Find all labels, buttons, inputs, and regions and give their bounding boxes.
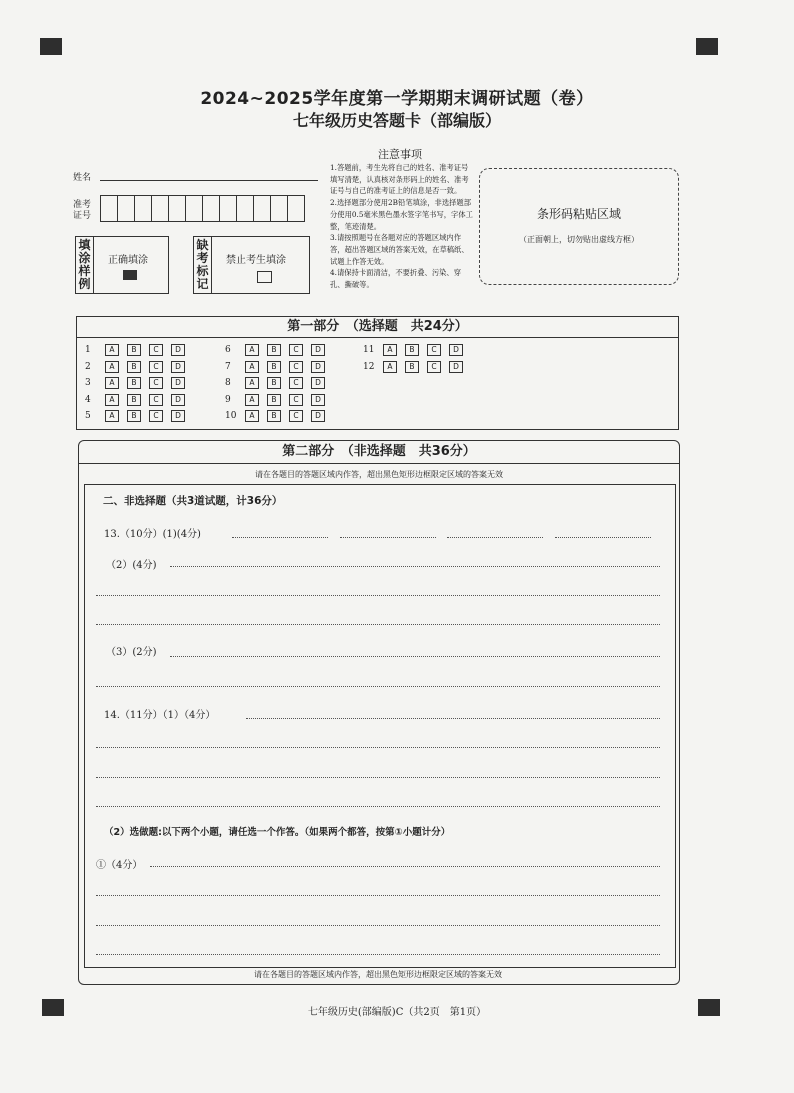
answer-line[interactable] <box>96 954 660 955</box>
mc-question <box>363 360 471 374</box>
fill-sample-box <box>75 236 169 294</box>
mc-question <box>225 343 333 357</box>
id-digit-box[interactable] <box>219 195 237 222</box>
q13-part1-answer-line[interactable] <box>555 537 651 538</box>
q13-part1-label: 13.（10分）(1)(4分) <box>104 529 201 540</box>
id-digit-box[interactable] <box>100 195 118 222</box>
mc-option-bubble[interactable]: B <box>267 377 281 389</box>
mc-question <box>85 360 193 374</box>
mc-question <box>85 343 193 357</box>
id-digit-box[interactable] <box>117 195 135 222</box>
mc-option-bubble[interactable]: A <box>105 377 119 389</box>
notice-item: 1.答题前，考生先将自己的姓名、准考证号填写清楚，认真核对条形码上的姓名、准考证号与自己的准考证上的信息是否一致。 <box>330 163 469 196</box>
mc-question-number: 3 <box>85 378 91 388</box>
mc-option-bubble[interactable]: C <box>427 361 441 373</box>
absent-mark-text: 禁止考生填涂 <box>226 255 286 266</box>
part2-note-top: 请在各题目的答题区域内作答，超出黑色矩形边框限定区域的答案无效 <box>255 470 503 479</box>
filled-example-mark <box>123 270 137 280</box>
answer-line[interactable] <box>96 806 660 807</box>
mc-option-bubble[interactable]: A <box>105 394 119 406</box>
mc-option-bubble[interactable]: C <box>149 410 163 422</box>
answer-line[interactable] <box>150 866 660 867</box>
q14-part2-option1-label: ①（4分） <box>96 860 143 871</box>
q13-part1-answer-line[interactable] <box>340 537 436 538</box>
mc-option-bubble[interactable]: C <box>289 394 303 406</box>
answer-line[interactable] <box>96 747 660 748</box>
mc-question-number: 5 <box>85 411 91 421</box>
barcode-note: （正面朝上，切勿贴出虚线方框） <box>519 235 639 244</box>
q13-part2-label: （2）(4分) <box>106 560 157 571</box>
mc-option-bubble[interactable]: D <box>311 377 325 389</box>
id-digit-box[interactable] <box>236 195 254 222</box>
mc-option-bubble[interactable]: A <box>245 377 259 389</box>
mc-option-bubble[interactable]: D <box>311 361 325 373</box>
mc-question <box>225 360 333 374</box>
answer-line[interactable] <box>96 895 660 896</box>
mc-option-bubble[interactable]: C <box>149 377 163 389</box>
exam-title: 2024~2025学年度第一学期期末调研试题（卷） <box>200 89 594 109</box>
id-digit-box[interactable] <box>151 195 169 222</box>
answer-line[interactable] <box>170 656 660 657</box>
q13-part1-answer-line[interactable] <box>232 537 328 538</box>
mc-question-number: 8 <box>225 378 231 388</box>
mc-question <box>85 393 193 407</box>
mc-option-bubble[interactable]: A <box>245 361 259 373</box>
alignment-marker-top-right <box>696 38 718 55</box>
mc-option-bubble[interactable]: B <box>405 344 419 356</box>
mc-option-bubble[interactable]: B <box>267 410 281 422</box>
answer-line[interactable] <box>96 595 660 596</box>
mc-option-bubble[interactable]: C <box>289 410 303 422</box>
mc-question <box>85 376 193 390</box>
answer-line[interactable] <box>96 686 660 687</box>
notice-title: 注意事项 <box>378 148 422 161</box>
section-title: 二、非选择题（共3道试题，计36分） <box>103 495 283 507</box>
mc-option-bubble[interactable]: A <box>245 394 259 406</box>
mc-question <box>225 409 333 423</box>
answer-line[interactable] <box>96 624 660 625</box>
mc-option-bubble[interactable]: D <box>449 344 463 356</box>
mc-option-bubble[interactable]: B <box>267 344 281 356</box>
mc-option-bubble[interactable]: D <box>449 361 463 373</box>
name-field[interactable] <box>100 180 318 181</box>
fill-sample-text: 正确填涂 <box>108 255 148 266</box>
mc-option-bubble[interactable]: C <box>289 361 303 373</box>
id-digit-box[interactable] <box>270 195 288 222</box>
mc-option-bubble[interactable]: D <box>171 410 185 422</box>
mc-question-number: 9 <box>225 394 231 405</box>
notice-list <box>330 162 475 291</box>
absent-checkbox[interactable] <box>257 271 272 283</box>
answer-line[interactable] <box>246 718 660 719</box>
id-digit-box[interactable] <box>287 195 305 222</box>
mc-option-bubble[interactable]: A <box>105 361 119 373</box>
mc-option-bubble[interactable]: B <box>267 394 281 406</box>
mc-option-bubble[interactable]: D <box>171 344 185 356</box>
part1-title: 第一部分 （选择题 共24分） <box>77 317 678 338</box>
mc-question-number: 1 <box>85 345 91 355</box>
mc-option-bubble[interactable]: B <box>405 361 419 373</box>
q13-part1-answer-line[interactable] <box>447 537 543 538</box>
name-label: 姓名 <box>73 173 92 183</box>
notice-item: 4.请保持卡面清洁，不要折叠、污染、穿孔、撕破等。 <box>330 268 462 290</box>
answer-line[interactable] <box>96 777 660 778</box>
mc-question-number: 7 <box>225 361 231 372</box>
id-label-line2: 证号 <box>73 211 92 221</box>
notice-item: 2.选择题部分使用2B铅笔填涂，非选择题部分使用0.5毫米黑色墨水签字笔书写，字体工整，笔迹清楚。 <box>330 198 473 231</box>
mc-option-bubble[interactable]: C <box>149 394 163 406</box>
mc-option-bubble[interactable]: A <box>105 344 119 356</box>
part2-note-bottom: 请在各题目的答题区域内作答，超出黑色矩形边框限定区域的答案无效 <box>254 970 502 979</box>
mc-question-number: 6 <box>225 345 231 355</box>
mc-question-number: 11 <box>363 345 375 355</box>
mc-option-bubble[interactable]: D <box>171 361 185 373</box>
exam-id-boxes[interactable] <box>100 195 304 222</box>
id-digit-box[interactable] <box>253 195 271 222</box>
mc-question <box>85 409 193 423</box>
mc-option-bubble[interactable]: B <box>267 361 281 373</box>
mc-option-bubble[interactable]: A <box>105 410 119 422</box>
id-digit-box[interactable] <box>202 195 220 222</box>
mc-option-bubble[interactable]: D <box>171 394 185 406</box>
alignment-marker-top-left <box>40 38 62 55</box>
mc-option-bubble[interactable]: B <box>127 361 141 373</box>
mc-option-bubble[interactable]: D <box>311 394 325 406</box>
mc-question <box>225 393 333 407</box>
notice-item: 3.请按照题号在各题对应的答题区域内作答，超出答题区域的答案无效，在草稿纸、试题上作答无效。 <box>330 233 469 266</box>
mc-option-bubble[interactable]: C <box>427 344 441 356</box>
mc-option-bubble[interactable]: A <box>383 361 397 373</box>
answer-line[interactable] <box>170 566 660 567</box>
q13-part3-label: （3）(2分) <box>106 647 157 658</box>
mc-option-bubble[interactable]: C <box>149 344 163 356</box>
mc-option-bubble[interactable]: C <box>289 377 303 389</box>
id-digit-box[interactable] <box>185 195 203 222</box>
mc-option-bubble[interactable]: A <box>245 410 259 422</box>
mc-question-number: 12 <box>363 361 375 372</box>
absent-mark-box <box>193 236 310 294</box>
mc-option-bubble[interactable]: A <box>383 344 397 356</box>
mc-option-bubble[interactable]: C <box>149 361 163 373</box>
mc-option-bubble[interactable]: D <box>171 377 185 389</box>
part2-title: 第二部分 （非选择题 共36分） <box>79 441 679 464</box>
mc-question-number: 4 <box>85 394 91 405</box>
mc-option-bubble[interactable]: A <box>245 344 259 356</box>
mc-question <box>363 343 471 357</box>
page-footer: 七年级历史(部编版)C（共2页 第1页） <box>307 1007 487 1018</box>
answer-line[interactable] <box>96 925 660 926</box>
fill-sample-header: 填 涂 样 例 <box>76 237 94 293</box>
mc-option-bubble[interactable]: C <box>289 344 303 356</box>
id-digit-box[interactable] <box>168 195 186 222</box>
id-digit-box[interactable] <box>134 195 152 222</box>
id-label-line1: 准考 <box>73 200 92 210</box>
answer-card-title: 七年级历史答题卡（部编版） <box>292 111 501 130</box>
barcode-title: 条形码粘贴区域 <box>536 207 621 221</box>
mc-question <box>225 376 333 390</box>
q14-part1-label: 14.（11分）（1）（4分） <box>104 710 216 721</box>
mc-option-bubble[interactable]: B <box>127 410 141 422</box>
mc-question-number: 10 <box>225 411 237 421</box>
part1-multiple-choice <box>76 316 679 430</box>
mc-option-bubble[interactable]: B <box>127 394 141 406</box>
absent-mark-header: 缺 考 标 记 <box>194 237 212 293</box>
barcode-area <box>479 168 679 285</box>
mc-option-bubble[interactable]: B <box>127 377 141 389</box>
mc-question-number: 2 <box>85 361 91 372</box>
q14-part2-label: （2）选做题:以下两个小题，请任选一个作答。（如果两个都答，按第①小题计分） <box>104 827 451 838</box>
mc-option-bubble[interactable]: B <box>127 344 141 356</box>
mc-option-bubble[interactable]: D <box>311 410 325 422</box>
mc-option-bubble[interactable]: D <box>311 344 325 356</box>
